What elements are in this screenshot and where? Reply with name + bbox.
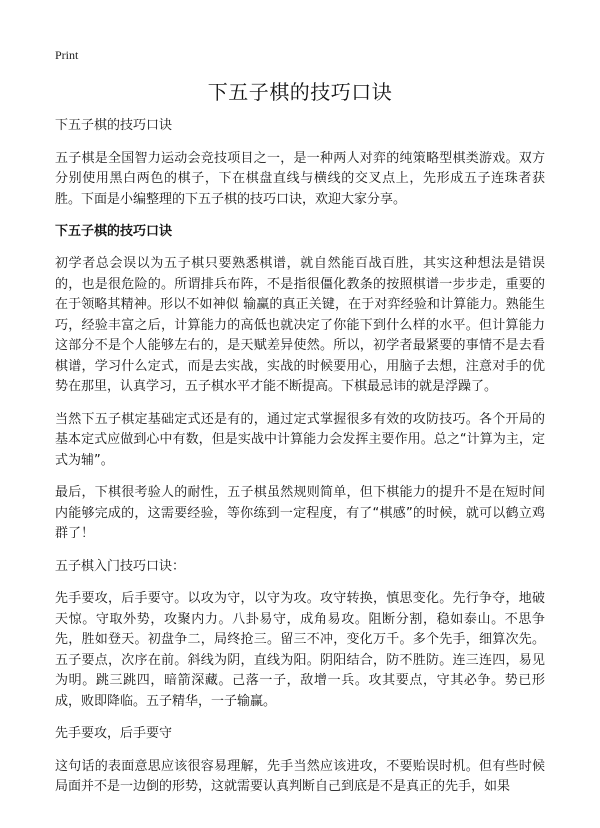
paragraph-patience: 最后，下棋很考验人的耐性，五子棋虽然规则简单，但下棋能力的提升不是在短时间内能够完成的，这需要经验，等你练到一定程度，有了“棋感”的时候，就可以鹤立鸡群了！ — [55, 485, 545, 541]
subheading-attack-defense: 先手要攻，后手要守 — [55, 726, 173, 741]
print-link[interactable]: Print — [55, 48, 79, 62]
page-title: 下五子棋的技巧口诀 — [207, 80, 393, 104]
section-heading: 下五子棋的技巧口诀 — [55, 224, 173, 239]
paragraph-beginner-advice: 初学者总会误以为五子棋只要熟悉棋谱，就自然能百战百胜，其实这种想法是错误的，也是很危险的。所谓排兵布阵，不是指很僵化教条的按照棋谱一步步走，重要的在于领略其精神。形以不如神似 输赢的真正关键，在于对弈经验和计算能力。熟能生巧，经验丰富之后，计算能力的高低也就决定了你能下到什么样的水平。但计算能力这部分不是个人能够左右的，是天赋差异使然。所以，初学者最紧要的事情不是去看棋谱，学习什么定式，而是去实战，实战的时候要用心，用脑子去想，注意对手的优势在那里，认真学习，五子棋水平才能不断提高。下棋最忌讳的就是浮躁了。 — [55, 256, 545, 394]
paragraph-openings: 当然下五子棋定基础定式还是有的，通过定式掌握很多有效的攻防技巧。各个开局的基本定式应做到心中有数，但是实战中计算能力会发挥主要作用。总之“计算为主，定式为辅”。 — [55, 411, 545, 468]
intro-paragraph: 五子棋是全国智力运动会竞技项目之一，是一种两人对弈的纯策略型棋类游戏。双方分别使用黑白两色的棋子，下在棋盘直线与横线的交叉点上，先形成五子连珠者获胜。下面是小编整理的下五子棋的技巧口诀，欢迎大家分享。 — [55, 150, 545, 207]
article-body — [55, 116, 545, 810]
paragraph-explanation: 这句话的表面意思应该很容易理解，先手当然应该进攻，不要贻误时机。但有些时候局面并不是一边倒的形势，这就需要认真判断自己到底是不是真正的先手，如果 — [55, 758, 545, 794]
mnemonic-label: 五子棋入门技巧口诀： — [55, 558, 186, 574]
intro-label: 下五子棋的技巧口诀 — [55, 118, 173, 133]
paragraph-mnemonic: 先手要攻，后手要守。以攻为守，以守为攻。攻守转换，慎思变化。先行争夺，地破天惊。守取外势，攻聚内力。八卦易守，成角易攻。阻断分割，稳如泰山。不思争先，胜如登天。初盘争二，局终抢三。留三不冲，变化万千。多个先手，细算次先。五子要点，次序在前。斜线为阴，直线为阳。阴阳结合，防不胜防。连三连四，易见为明。跳三跳四，暗箭深藏。己落一子，敌增一兵。攻其要点，守其必争。势已形成，败即降临。五子精华，一子输赢。 — [55, 591, 545, 709]
